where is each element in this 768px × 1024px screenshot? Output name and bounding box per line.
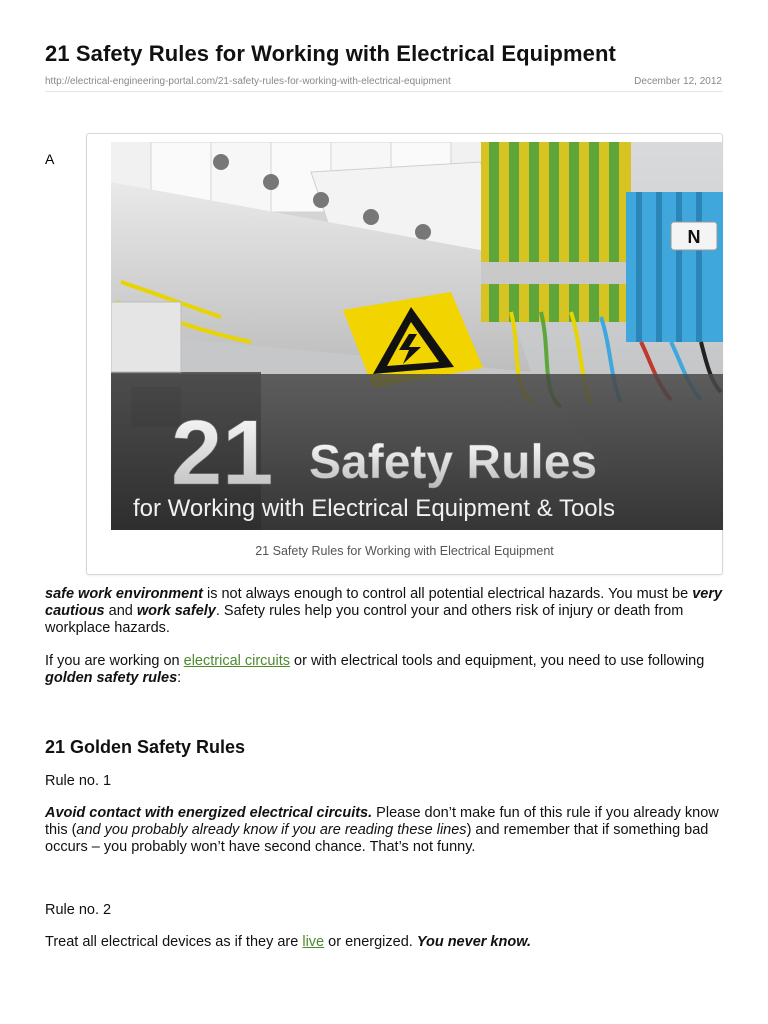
- rule-2-label: Rule no. 2: [45, 902, 112, 918]
- banner-number: 21: [171, 402, 274, 504]
- rule-1-label: Rule no. 1: [45, 773, 112, 789]
- terminal-blocks-blue: [626, 192, 723, 342]
- figure-caption: 21 Safety Rules for Working with Electrical Equipment: [255, 544, 554, 558]
- terminal-blocks-yellow-green: [481, 142, 631, 322]
- live-link[interactable]: live: [302, 934, 325, 950]
- banner-subline: for Working with Electrical Equipment & Tools: [133, 495, 615, 522]
- page-title: 21 Safety Rules for Working with Electrical Equipment: [45, 41, 616, 66]
- header-divider: [45, 91, 723, 92]
- rules-intro-paragraph: If you are working on electrical circuits or with electrical tools and equipment, you need to use following golden safety rules:: [45, 653, 705, 686]
- intro-paragraph: safe work environment is not always enough to control all potential electrical hazards. You must be very cautious and work safely. Safety rules help you control your and others risk of injury or death from workplace hazards.: [45, 586, 723, 636]
- banner-headline: Safety Rules: [309, 436, 598, 489]
- rule-2-text: Treat all electrical devices as if they are live or energized. You never know.: [45, 934, 531, 950]
- publish-date: December 12, 2012: [634, 76, 722, 87]
- lead-letter: A: [45, 151, 55, 167]
- source-url[interactable]: http://electrical-engineering-portal.com/21-safety-rules-for-working-with-electrical-equipment: [45, 76, 451, 87]
- section-heading: 21 Golden Safety Rules: [45, 737, 246, 757]
- electrical-circuits-link[interactable]: electrical circuits: [183, 653, 290, 669]
- electrical-panel-image[interactable]: [111, 142, 723, 530]
- rule-1-text: Avoid contact with energized electrical circuits. Please don’t make fun of this rule if you already know this (and you probably already know if you are reading these lines) and remember that if something bad occurs – you probably won’t have second chance. That’s not funny.: [45, 805, 719, 855]
- article-figure: [86, 133, 723, 575]
- terminal-label: N: [687, 227, 701, 247]
- emph-safe-work-environment: safe work environment: [45, 586, 203, 602]
